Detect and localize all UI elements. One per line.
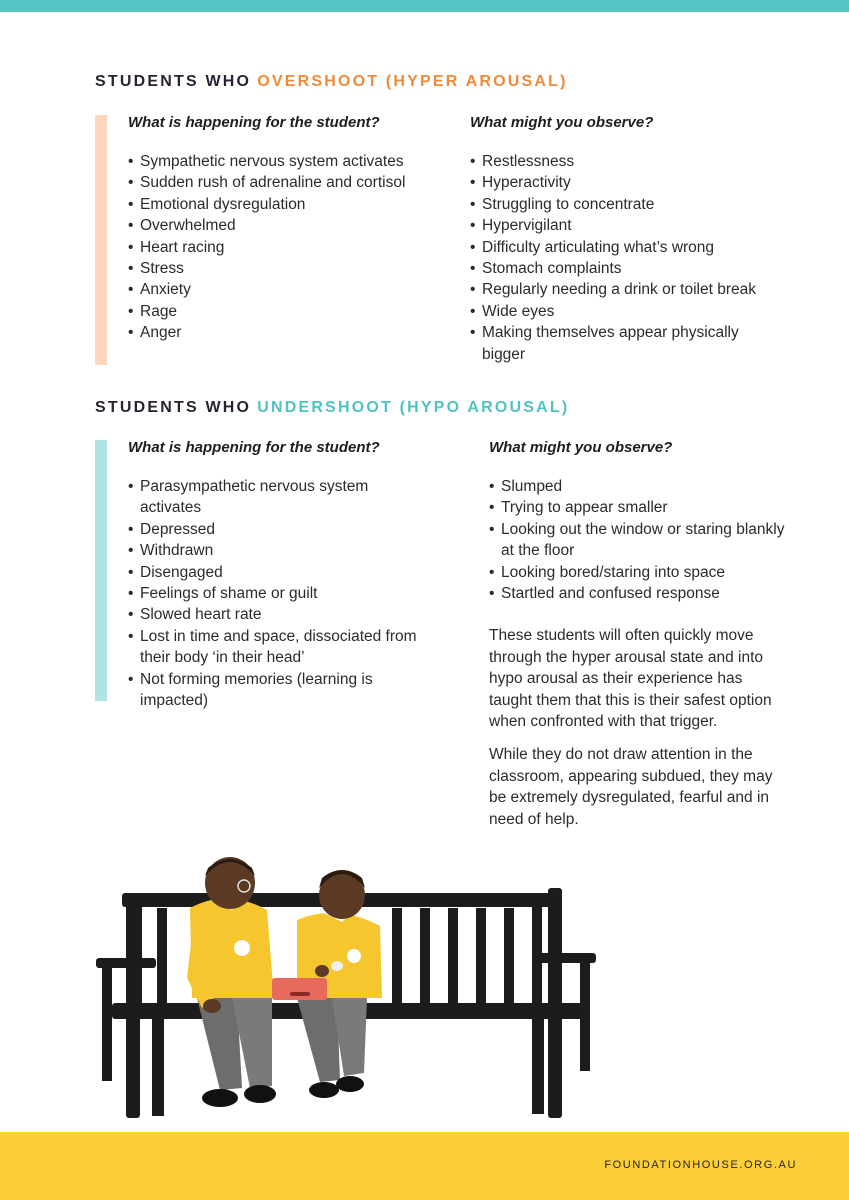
hypo-heading-accent: UNDERSHOOT (HYPO AROUSAL) — [257, 399, 570, 416]
hypo-heading-prefix: STUDENTS WHO — [95, 399, 252, 416]
top-accent-band — [0, 0, 849, 12]
students-on-bench-illustration — [92, 848, 602, 1123]
bullet-item: • Sudden rush of adrenaline and cortisol — [128, 172, 458, 193]
hyper-left-list — [128, 151, 458, 344]
hypo-right-column — [489, 439, 799, 842]
bullet-item: • Rage — [128, 301, 458, 322]
hyper-heading-prefix: STUDENTS WHO — [95, 73, 252, 90]
hypo-right-list — [489, 476, 789, 604]
bullet-item: • Overwhelmed — [128, 215, 458, 236]
bullet-item: • Struggling to concentrate — [470, 194, 780, 215]
bullet-item: • Looking bored/staring into space — [489, 562, 789, 583]
bullet-item: • Lost in time and space, dissociated from their body ‘in their head’ — [128, 626, 418, 669]
hypo-side-bar — [95, 440, 107, 701]
bullet-item: • Feelings of shame or guilt — [128, 583, 418, 604]
bullet-item: • Difficulty articulating what’s wrong — [470, 237, 780, 258]
bullet-item: • Sympathetic nervous system activates — [128, 151, 458, 172]
hyper-side-bar — [95, 115, 107, 365]
hyper-section-heading — [95, 73, 568, 91]
bullet-item: • Heart racing — [128, 237, 458, 258]
bullet-item: • Startled and confused response — [489, 583, 789, 604]
bullet-item: • Stress — [128, 258, 458, 279]
hyper-right-column — [470, 114, 830, 365]
footer-website-url: FOUNDATIONHOUSE.ORG.AU — [604, 1159, 797, 1171]
hyper-left-title: What is happening for the student? — [128, 114, 380, 131]
bullet-item: • Withdrawn — [128, 540, 418, 561]
bullet-item: • Parasympathetic nervous system activates — [128, 476, 418, 519]
bullet-item: • Emotional dysregulation — [128, 194, 458, 215]
hypo-left-column — [128, 439, 428, 711]
hypo-left-list — [128, 476, 418, 711]
hyper-right-list — [470, 151, 780, 365]
bullet-item: • Wide eyes — [470, 301, 780, 322]
hypo-section-heading — [95, 399, 569, 417]
bullet-item: • Anger — [128, 322, 458, 343]
hypo-paragraph: These students will often quickly move through the hyper arousal state and into hypo arousal as their experience has taught them that this is their safest option when confronted with that trigger. — [489, 627, 772, 731]
bullet-item: • Hypervigilant — [470, 215, 780, 236]
bullet-item: • Slumped — [489, 476, 789, 497]
bullet-item: • Slowed heart rate — [128, 604, 418, 625]
bullet-item: • Regularly needing a drink or toilet break — [470, 279, 780, 300]
bullet-item: • Disengaged — [128, 562, 418, 583]
hyper-left-column — [128, 114, 458, 344]
bullet-item: • Looking out the window or staring blankly at the floor — [489, 519, 789, 562]
bullet-item: • Not forming memories (learning is impacted) — [128, 669, 418, 712]
hypo-right-title: What might you observe? — [489, 439, 673, 456]
bullet-item: • Hyperactivity — [470, 172, 780, 193]
bullet-item: • Anxiety — [128, 279, 458, 300]
hypo-paragraph: While they do not draw attention in the classroom, appearing subdued, they may be extremely dysregulated, fearful and in need of help. — [489, 746, 773, 828]
bullet-item: • Stomach complaints — [470, 258, 780, 279]
bullet-item: • Making themselves appear physically bigger — [470, 322, 780, 365]
hypo-paragraphs — [489, 625, 799, 830]
hyper-right-title: What might you observe? — [470, 114, 654, 131]
hypo-left-title: What is happening for the student? — [128, 439, 380, 456]
bullet-item: • Restlessness — [470, 151, 780, 172]
hyper-heading-accent: OVERSHOOT (HYPER AROUSAL) — [257, 73, 568, 90]
bullet-item: • Trying to appear smaller — [489, 497, 789, 518]
bullet-item: • Depressed — [128, 519, 418, 540]
